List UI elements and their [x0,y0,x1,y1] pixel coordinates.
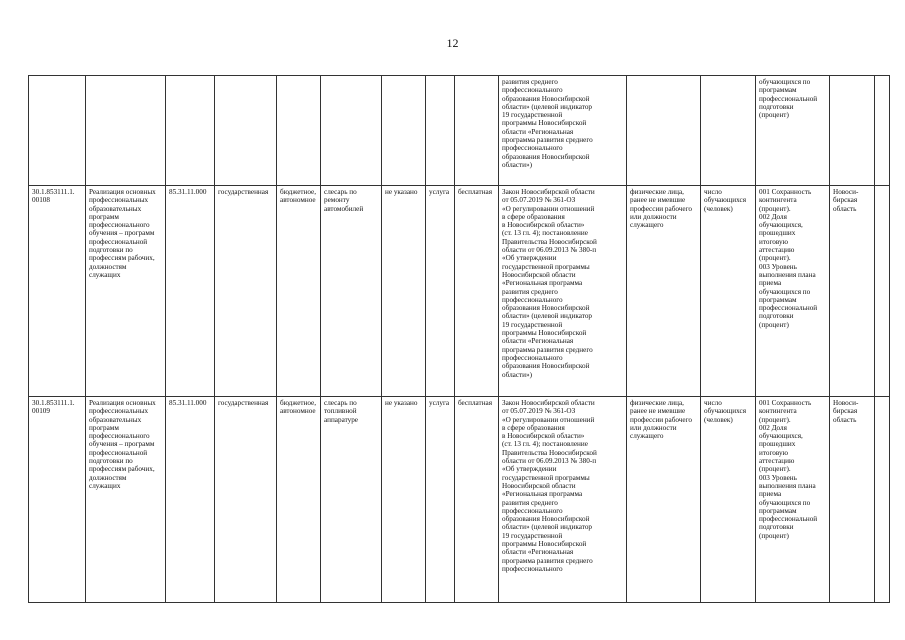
cell-type [215,76,277,186]
page-number: 12 [446,36,459,50]
cell-condition: не указано [382,397,426,603]
cell-region [830,76,875,186]
cell-legal-basis: Закон Новосибирской области от 05.07.2019 № 361-ОЗ «О регулировании отношений в сфере образования в Новосибирской области» (ст. 13 гл. 4); постановление Правительства Новосибирской области от 06.09.2013 № 380-п «Об утверждении государственной программы Новосибирской области «Региональная программа развития среднего профессионального образования Новосибирской области» (целевой индикатор 19 государственной программы Новосибирской области «Региональная программа развития среднего профессионального [499,397,627,603]
cell-institution [277,76,321,186]
cell-form [426,76,455,186]
cell-quality: 001 Сохранность контингента (процент). 002 Доля обучающихся, прошедших итоговую аттестацию (процент). 003 Уровень выполнения плана приема обучающихся по программам профессиональной подготовки (процент) [756,186,830,397]
cell-quality: 001 Сохранность контингента (процент). 002 Доля обучающихся, прошедших итоговую аттестацию (процент). 003 Уровень выполнения плана приема обучающихся по программам профессиональной подготовки (процент) [756,397,830,603]
cell-payment: бесплатная [455,397,499,603]
cell-form: услуга [426,397,455,603]
cell-extra [875,76,890,186]
cell-institution: бюджетное, автономное [277,397,321,603]
cell-content: слесарь по ремонту автомобилей [321,186,382,397]
cell-volume: число обучающихся (человек) [701,186,756,397]
services-table [28,75,890,603]
cell-extra [875,186,890,397]
cell-payment: бесплатная [455,186,499,397]
cell-name: Реализация основных профессиональных образовательных программ профессионального обучения – программ профессиональной подготовки по профессиям рабочих, должностям служащих [86,397,166,603]
cell-okved: 85.31.11.000 [166,397,215,603]
cell-legal-basis: развития среднего профессионального образования Новосибирской области» (целевой индикатор 19 государственной программы Новосибирской области «Региональная программа развития среднего профессионального образования Новосибирской области») [499,76,627,186]
cell-type: государственная [215,397,277,603]
cell-payment [455,76,499,186]
cell-content: слесарь по топливной аппаратуре [321,397,382,603]
table-row [29,76,890,186]
cell-volume [701,76,756,186]
cell-okved: 85.31.11.000 [166,186,215,397]
cell-content [321,76,382,186]
cell-consumers [627,76,701,186]
cell-name: Реализация основных профессиональных образовательных программ профессионального обучения – программ профессиональной подготовки по профессиям рабочих, должностям служащих [86,186,166,397]
cell-quality: обучающихся по программам профессиональной подготовки (процент) [756,76,830,186]
cell-consumers: физические лица, ранее не имевшие профессии рабочего или должности служащего [627,186,701,397]
cell-type: государственная [215,186,277,397]
cell-code [29,76,86,186]
cell-legal-basis: Закон Новосибирской области от 05.07.2019 № 361-ОЗ «О регулировании отношений в сфере образования в Новосибирской области» (ст. 13 гл. 4); постановление Правительства Новосибирской области от 06.09.2013 № 380-п «Об утверждении государственной программы Новосибирской области «Региональная программа развития среднего профессионального образования Новосибирской области» (целевой индикатор 19 государственной программы Новосибирской области «Региональная программа развития среднего профессионального образования Новосибирской области») [499,186,627,397]
cell-institution: бюджетное, автономное [277,186,321,397]
cell-name [86,76,166,186]
cell-code: 30.1.853111.1. 00109 [29,397,86,603]
table-row [29,186,890,397]
cell-extra [875,397,890,603]
cell-okved [166,76,215,186]
cell-condition [382,76,426,186]
cell-form: услуга [426,186,455,397]
cell-volume: число обучающихся (человек) [701,397,756,603]
cell-region: Новоси- бирская область [830,397,875,603]
cell-condition: не указано [382,186,426,397]
cell-region: Новоси- бирская область [830,186,875,397]
table-row [29,397,890,603]
cell-code: 30.1.853111.1. 00108 [29,186,86,397]
cell-consumers: физические лица, ранее не имевшие профессии рабочего или должности служащего [627,397,701,603]
